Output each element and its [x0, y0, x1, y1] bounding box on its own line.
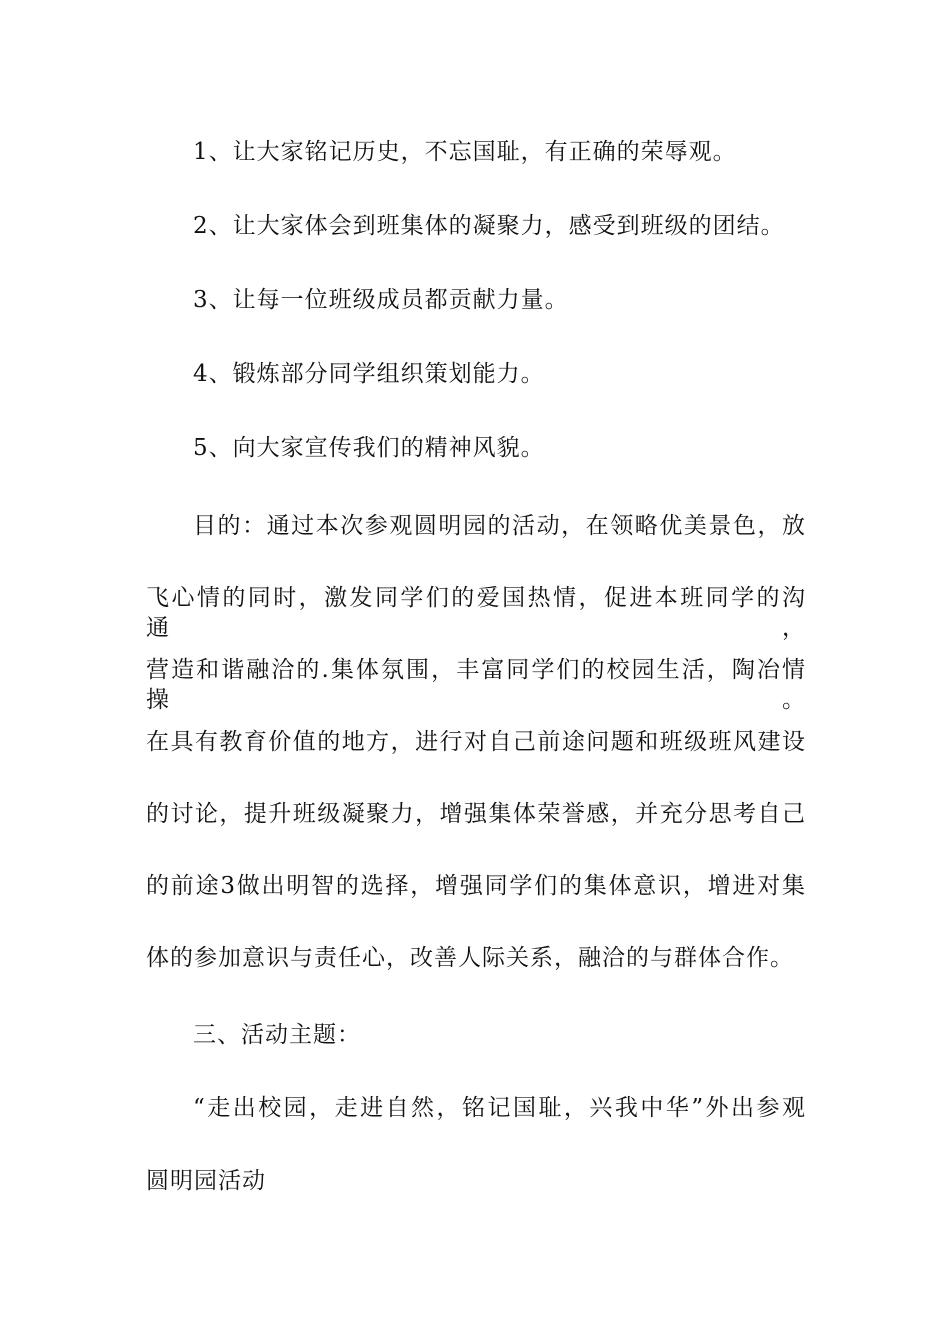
purpose-line-6: 的前途3做出明智的选择，增强同学们的集体意识，增进对集 [146, 873, 806, 899]
list-item-2: 2、让大家体会到班集体的凝聚力，感受到班级的团结。 [193, 213, 785, 239]
purpose-line-5: 的讨论，提升班级凝聚力，增强集体荣誉感，并充分思考自己 [146, 801, 806, 827]
theme-line-2: 圆明园活动 [146, 1168, 266, 1194]
purpose-line-1: 目的：通过本次参观圆明园的活动，在领略优美景色，放 [193, 513, 806, 539]
purpose-line-3: 营造和谐融洽的.集体氛围，丰富同学们的校园生活，陶冶情操。 [146, 657, 806, 713]
theme-line-1: “走出校园，走进自然，铭记国耻，兴我中华”外出参观 [193, 1095, 806, 1121]
list-item-3: 3、让每一位班级成员都贡献力量。 [193, 287, 569, 313]
purpose-line-2: 飞心情的同时，激发同学们的爱国热情，促进本班同学的沟通， [146, 585, 806, 641]
section-heading: 三、活动主题： [193, 1022, 361, 1048]
purpose-line-4: 在具有教育价值的地方，进行对自己前途问题和班级班风建设 [146, 729, 806, 755]
list-item-1: 1、让大家铭记历史，不忘国耻，有正确的荣辱观。 [193, 139, 737, 165]
list-item-5: 5、向大家宣传我们的精神风貌。 [193, 435, 545, 461]
purpose-line-7: 体的参加意识与责任心，改善人际关系，融洽的与群体合作。 [146, 945, 794, 971]
list-item-4: 4、锻炼部分同学组织策划能力。 [193, 361, 545, 387]
